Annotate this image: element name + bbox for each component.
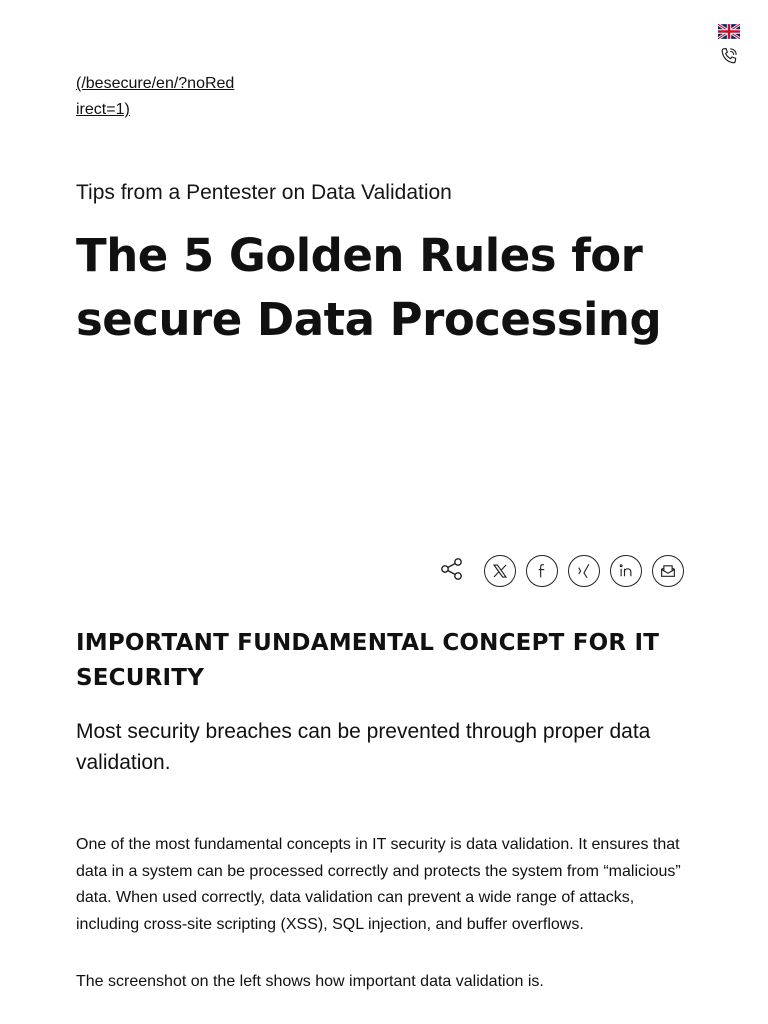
body-paragraph: One of the most fundamental concepts in IT security is data validation. It ensures that data in a system can be processed correctly and protects the system from “malicious” data. When used correctly, data validation can prevent a wide range of attacks, including cross-site scripting (XSS), SQL injection, and buffer overflows. — [76, 836, 681, 933]
share-facebook-button[interactable] — [526, 555, 558, 587]
language-switch-uk-flag-icon[interactable] — [718, 24, 742, 39]
x-twitter-icon — [491, 562, 509, 580]
linkedin-icon — [617, 562, 635, 580]
share-xing-button[interactable] — [568, 555, 600, 587]
xing-icon — [575, 562, 593, 580]
phone-icon[interactable] — [718, 46, 742, 66]
header-utilities — [718, 24, 742, 66]
share-linkedin-button[interactable] — [610, 555, 642, 587]
share-x-button[interactable] — [484, 555, 516, 587]
share-icon[interactable] — [438, 555, 484, 587]
article-kicker: Tips from a Pentester on Data Validation — [76, 181, 452, 204]
article-headline: The 5 Golden Rules for secure Data Processing — [76, 229, 662, 346]
email-icon — [659, 562, 677, 580]
home-link[interactable]: (/besecure/en/?noRedirect=1) — [76, 75, 235, 118]
article-lead: Most security breaches can be prevented through proper data validation. — [76, 720, 651, 774]
body-paragraph: The screenshot on the left shows how important data validation is. — [76, 973, 544, 990]
share-bar — [438, 553, 684, 589]
share-email-button[interactable] — [652, 555, 684, 587]
section-heading: IMPORTANT FUNDAMENTAL CONCEPT FOR IT SECURITY — [76, 630, 660, 691]
facebook-icon — [533, 562, 551, 580]
